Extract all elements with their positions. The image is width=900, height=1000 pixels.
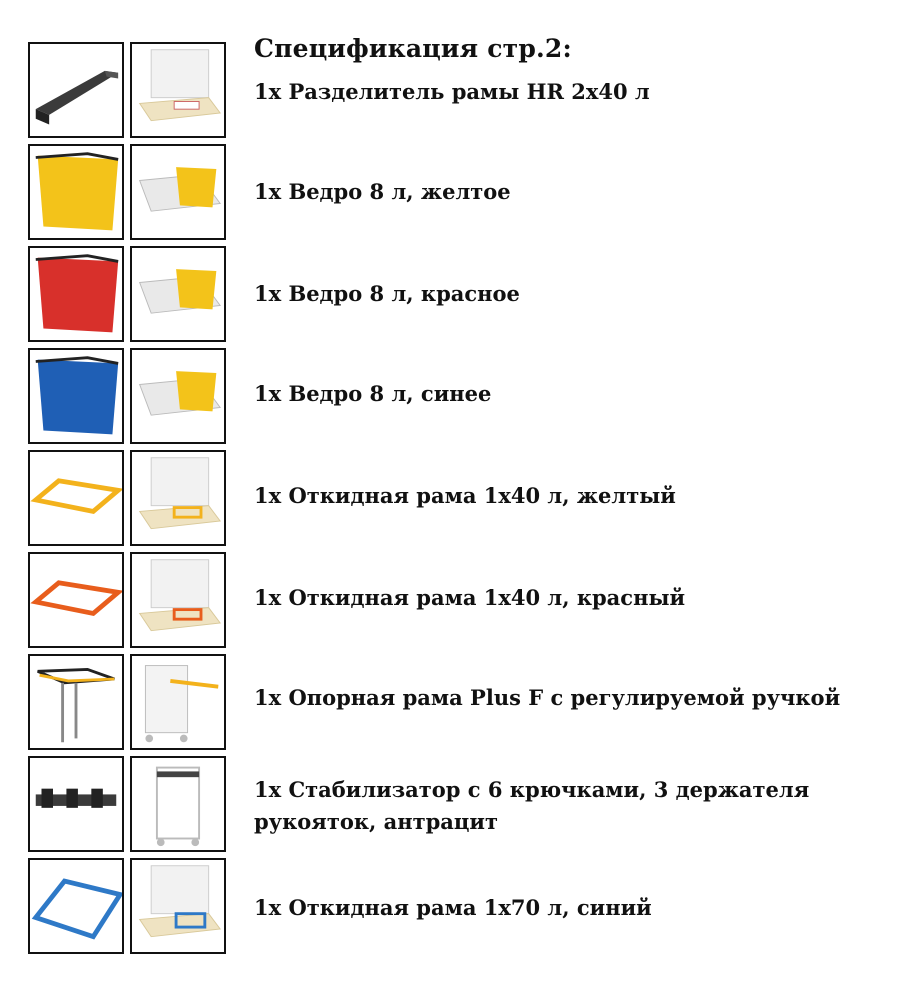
item-label-2: 1x Ведро 8 л, желтое (254, 179, 511, 204)
item-label-1: 1x Разделитель рамы HR 2x40 л (254, 79, 650, 104)
cart-yellow-bucket-image (130, 144, 226, 240)
yellow-bucket-image (28, 144, 124, 240)
blue-bucket-image (28, 348, 124, 444)
stabilizer-image (28, 756, 124, 852)
item-label-6: 1x Откидная рама 1x40 л, красный (254, 585, 686, 610)
frame-divider-image (28, 42, 124, 138)
cart-blue-bucket-image (130, 348, 226, 444)
cart-support-frame-image (130, 654, 226, 750)
support-frame-image (28, 654, 124, 750)
page-title: Спецификация стр.2: (254, 34, 572, 63)
red-bucket-image (28, 246, 124, 342)
cart-stabilizer-image (130, 756, 226, 852)
red-folding-frame-image (28, 552, 124, 648)
item-label-8-line-1: 1x Стабилизатор с 6 крючками, 3 держателя (254, 777, 810, 802)
item-label-3: 1x Ведро 8 л, красное (254, 281, 520, 306)
item-label-7: 1x Опорная рама Plus F с регулируемой ручкой (254, 685, 841, 710)
item-label-9: 1x Откидная рама 1x70 л, синий (254, 895, 652, 920)
cart-red-frame-image (130, 552, 226, 648)
cart-frame-divider-image (130, 42, 226, 138)
blue-folding-frame-image (28, 858, 124, 954)
item-label-4: 1x Ведро 8 л, синее (254, 381, 492, 406)
yellow-folding-frame-image (28, 450, 124, 546)
cart-blue-frame-image (130, 858, 226, 954)
item-label-8-line-2: рукояток, антрацит (254, 809, 499, 834)
cart-red-bucket-image (130, 246, 226, 342)
item-label-5: 1x Откидная рама 1x40 л, желтый (254, 483, 676, 508)
item-label-8 (254, 774, 809, 838)
cart-yellow-frame-image (130, 450, 226, 546)
